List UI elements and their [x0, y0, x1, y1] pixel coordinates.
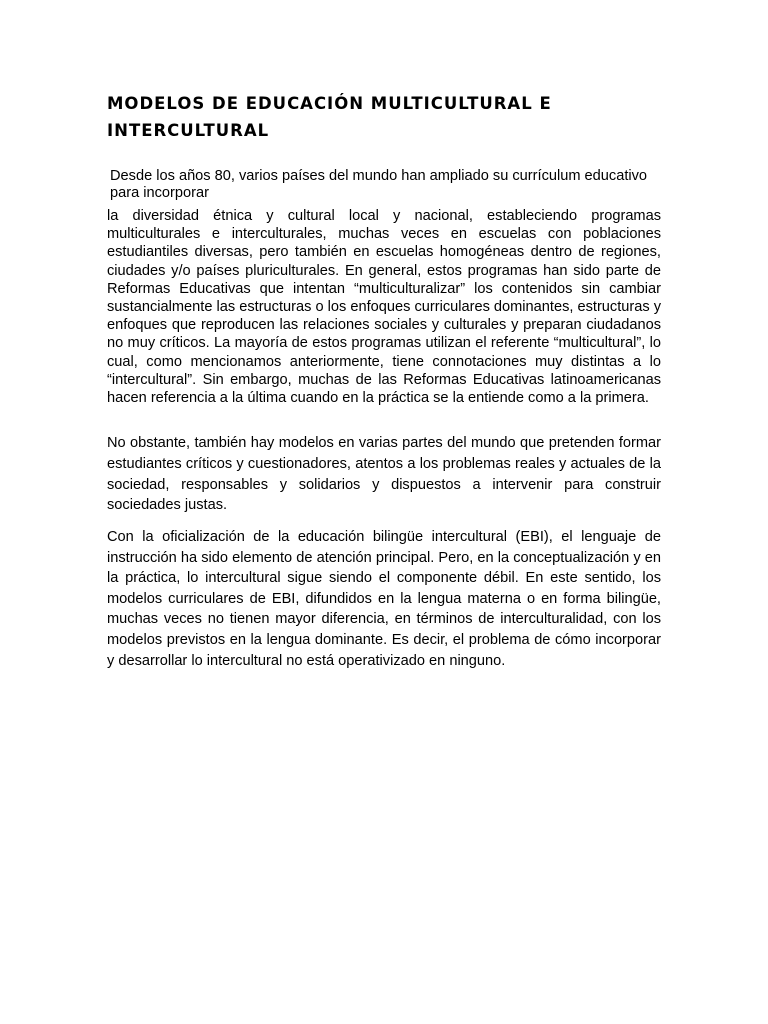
- paragraph: la diversidad étnica y cultural local y nacional, estableciendo programas multiculturales e interculturales, muchas veces en escuelas con poblaciones estudiantiles diversas, pero también en escuelas homogéneas dentro de regiones, ciudades y/o países pluriculturales. En general, estos programas han sido parte de Reformas Educativas que intentan “multiculturalizar” los contenidos sin cambiar sustancialmente las estructuras o los enfoques curriculares dominantes, estructuras y enfoques que reproducen las relaciones sociales y culturales y preparan ciudadanos no muy críticos. La mayoría de estos programas utilizan el referente “multicultural”, lo cual, como mencionamos anteriormente, tiene connotaciones muy distintas a lo “intercultural”. Sin embargo, muchas de las Reformas Educativas latinoamericanas hacen referencia a la última cuando en la práctica se la entiende como a la primera.: [107, 208, 662, 407]
- paragraph: No obstante, también hay modelos en varias partes del mundo que pretenden formar estudiantes críticos y cuestionadores, atentos a los problemas reales y actuales de la sociedad, responsables y solidarios y dispuestos a intervenir para construir sociedades justas.: [107, 435, 661, 514]
- intro-text: [110, 168, 670, 202]
- intro-line: Desde los años 80, varios países del mundo han ampliado su currículum educativo: [110, 168, 648, 184]
- document-title: MODELOS DE EDUCACIÓN MULTICULTURAL E INTERCULTURAL: [107, 94, 552, 140]
- paragraph: Con la oficialización de la educación bilingüe intercultural (EBI), el lenguaje de instrucción ha sido elemento de atención principal. Pero, en la conceptualización y en la práctica, lo intercultural sigue siendo el componente débil. En este sentido, los modelos curriculares de EBI, difundidos en la lengua materna o en forma bilingüe, muchas veces no tienen mayor diferencia, en términos de interculturalidad, con los modelos previstos en la lengua dominante. Es decir, el problema de cómo incorporar y desarrollar lo intercultural no está operativizado en ninguno.: [107, 529, 661, 669]
- intro-line: para incorporar: [110, 185, 209, 201]
